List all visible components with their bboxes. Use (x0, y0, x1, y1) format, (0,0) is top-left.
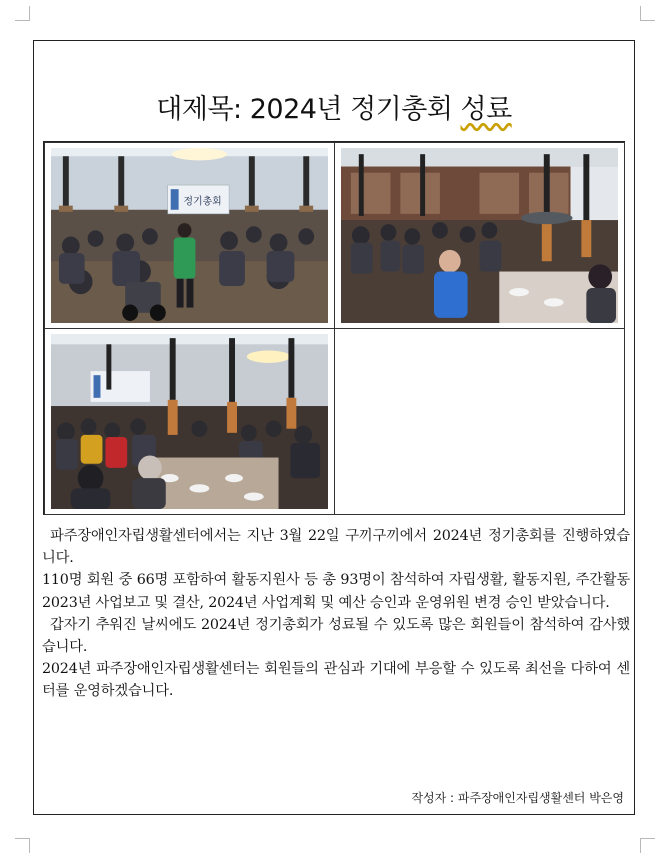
photo-cell-1 (44, 142, 335, 329)
title-prefix: 대제목: 2024년 정기총회 (156, 94, 461, 125)
document-frame (33, 40, 635, 815)
photo-cell-empty (334, 328, 625, 515)
banner-text: 정기총회 (183, 195, 222, 208)
author-line: 작성자 : 파주장애인자립생활센터 박은영 (411, 791, 624, 805)
crop-mark-bottom-right (640, 838, 655, 853)
title-emphasis: 성료 (460, 94, 512, 125)
crop-mark-bottom-left (15, 838, 30, 853)
crop-mark-top-right (640, 6, 655, 21)
event-photo-3 (51, 334, 328, 509)
event-photo-2 (341, 148, 618, 323)
photo-cell-3 (44, 328, 335, 515)
paragraph-2: 110명 회원 중 66명 포함하여 활동지원사 등 총 93명이 참석하여 자립생활, 활동지원, 주간활동 2023년 사업보고 및 결산, 2024년 사업계획 및 예산 승인과 운영위원 변경 승인 받았습니다. (42, 572, 630, 611)
paragraph-3: 갑자기 추워진 날씨에도 2024년 정기총회가 성료될 수 있도록 많은 회원들이 참석하여 감사했습니다. (42, 616, 630, 656)
photo-grid (43, 141, 625, 515)
photo-cell-2 (334, 142, 625, 329)
paragraph-4: 2024년 파주장애인자립생활센터는 회원들의 관심과 기대에 부응할 수 있도록 최선을 다하여 센터를 운영하겠습니다. (42, 661, 630, 700)
page-title (34, 87, 634, 126)
event-photo-1 (51, 148, 328, 323)
paragraph-1: 파주장애인자립생활센터에서는 지난 3월 22일 구끼구끼에서 2024년 정기총회를 진행하였습니다. (42, 528, 630, 567)
crop-mark-top-left (15, 6, 30, 21)
body-text (42, 525, 630, 703)
